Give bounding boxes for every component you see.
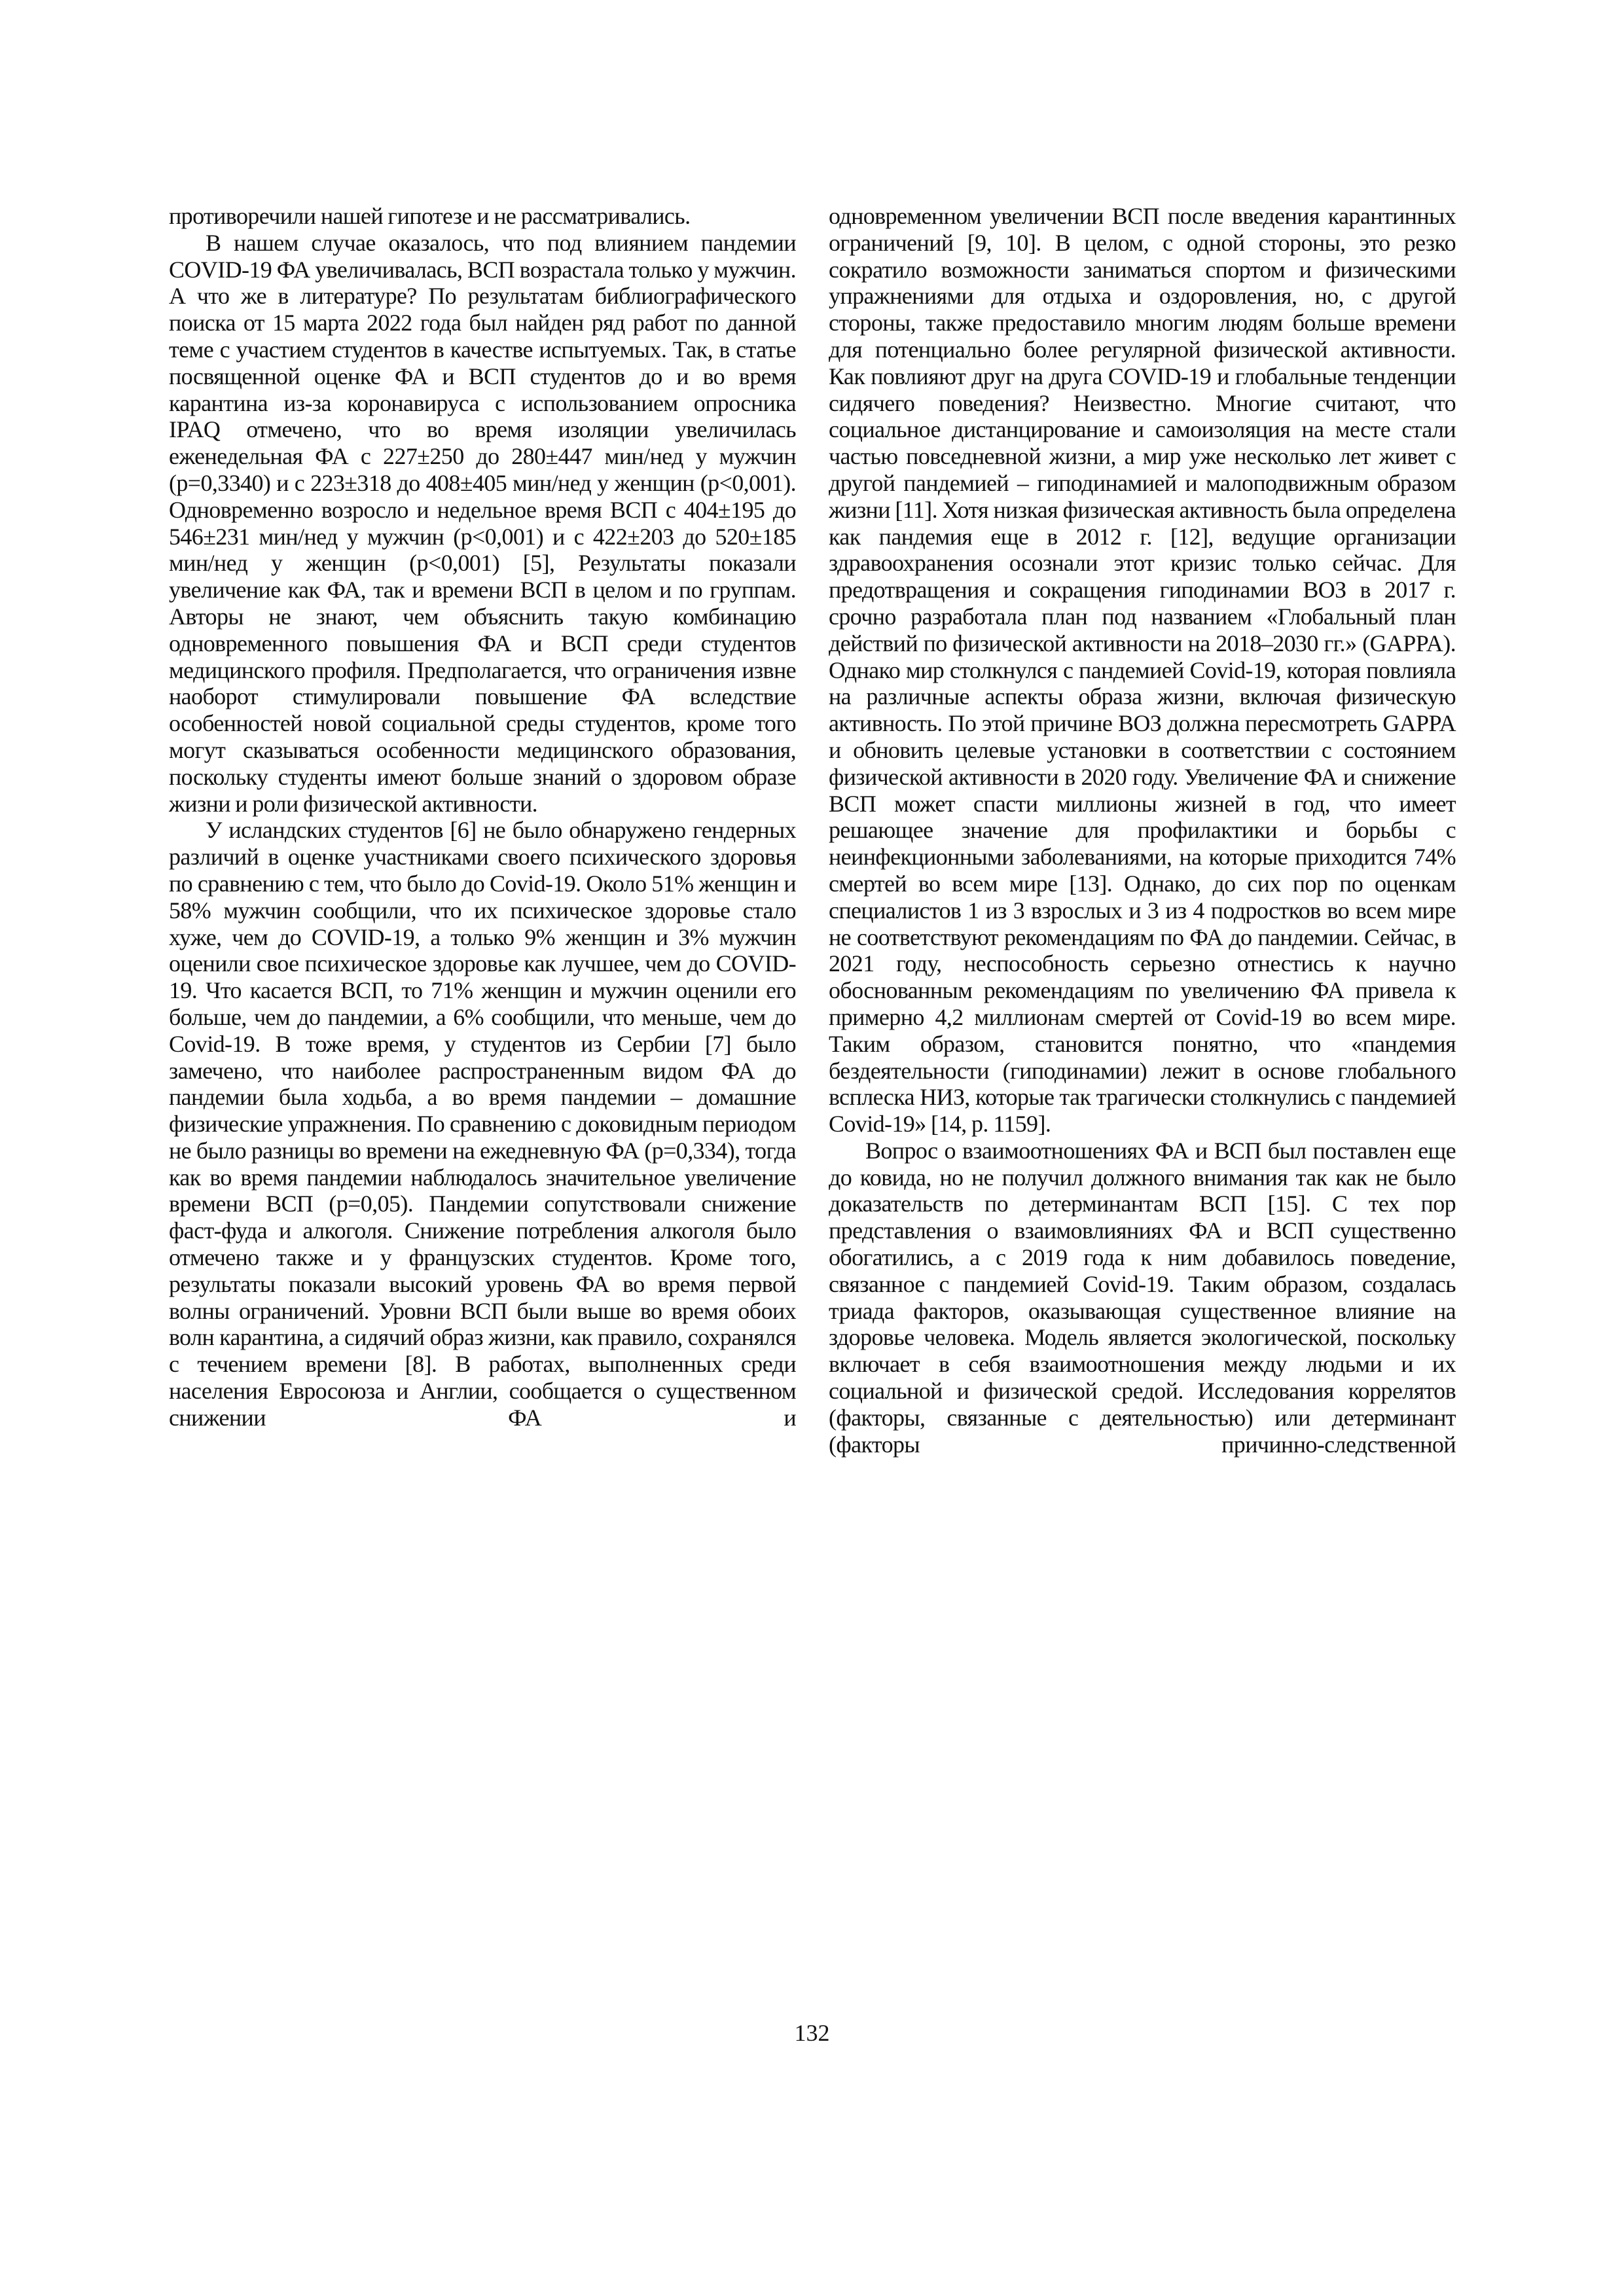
paragraph-covid-students-literature: В нашем случае оказалось, что под влиянием пандемии COVID-19 ФА увеличивалась, ВСП возрастала только у мужчин. А что же в литературе? По результатам библиографического поиска от 15 марта 2022 года был найден ряд работ по данной теме с участием студентов в качестве испытуемых. Так, в статье посвященной оценке ФА и ВСП студентов до и во время карантина из-за коронавируса с использованием опросника IPAQ отмечено, что во время изоляции увеличилась еженедельная ФА с 227±250 до 280±447 мин/нед у мужчин (p=0,3340) и с 223±318 до 408±405 мин/нед у женщин (p<0,001). Одновременно возросло и недельное время ВСП с 404±195 до 546±231 мин/нед у мужчин (p<0,001) и с 422±203 до 520±185 мин/нед у женщин (p<0,001) [5], Результаты показали увеличение как ФА, так и времени ВСП в целом и по группам. Авторы не знают, чем объяснить такую комбинацию одновременного повышения ФА и ВСП среди студентов медицинского профиля. Предполагается, что ограничения извне наоборот стимулировали повышение ФА вследствие особенностей новой социальной среды студентов, кроме того могут сказываться особенности медицинского образования, поскольку студенты имеют больше знаний о здоровом образе жизни и роли физической активности. [169,229,796,817]
paragraph-pa-sedentary-relationship: Вопрос о взаимоотношениях ФА и ВСП был поставлен еще до ковида, но не получил должного внимания так как не было доказательств по детерминантам ВСП [15]. С тех пор представления о взаимовлияниях ФА и ВСП существенно обогатились, а с 2019 года к ним добавилось поведение, связанное с пандемией Covid-19. Таким образом, создалась триада факторов, оказывающая существенное влияние на здоровье человека. Модель является экологической, поскольку включает в себя взаимоотношения между людьми и их социальной и физической средой. Исследования коррелятов (факторы, связанные с деятельностью) или детерминант (факторы причинно-следственной [829,1137,1456,1458]
right-column [829,203,1456,1458]
paragraph-iceland-serbia-studies: У исландских студентов [6] не было обнаружено гендерных различий в оценке участниками своего психического здоровья по сравнению с тем, что было до Covid-19. Около 51% женщин и 58% мужчин сообщили, что их психическое здоровье стало хуже, чем до COVID-19, а только 9% женщин и 3% мужчин оценили свое психическое здоровье как лучшее, чем до COVID-19. Что касается ВСП, то 71% женщин и мужчин оценили его больше, чем до пандемии, а 6% сообщили, что меньше, чем до Covid-19. В тоже время, у студентов из Сербии [7] было замечено, что наиболее распространенным видом ФА до пандемии была ходьба, а во время пандемии – домашние физические упражнения. По сравнению с доковидным периодом не было разницы во времени на ежедневную ФА (p=0,334), тогда как во время пандемии наблюдалось значительное увеличение времени ВСП (p=0,05). Пандемии сопутствовали снижение фаст-фуда и алкоголя. Снижение потребления алкоголя было отмечено также и у французских студентов. Кроме того, результаты показали высокий уровень ФА во время первой волны ограничений. Уровни ВСП были выше во время обоих волн карантина, а сидячий образ жизни, как правило, сохранялся с течением времени [8]. В работах, выполненных среди населения Евросоюза и Англии, сообщается о существенном снижении ФА и [169,817,796,1431]
left-column [169,203,796,1431]
paragraph-continuation: противоречили нашей гипотезе и не рассматривались. [169,203,691,229]
page-number: 132 [794,2020,830,2046]
paragraph-quarantine-gappa: одновременном увеличении ВСП после введения карантинных ограничений [9, 10]. В целом, с одной стороны, это резко сократило возможности заниматься спортом и физическими упражнениями для отдыха и оздоровления, но, с другой стороны, также предоставило многим людям больше времени для потенциально более регулярной физической активности. Как повлияют друг на друга COVID-19 и глобальные тенденции сидячего поведения? Неизвестно. Многие считают, что социальное дистанцирование и самоизоляция на месте стали частью повседневной жизни, а мир уже несколько лет живет с другой пандемией – гиподинамией и малоподвижным образом жизни [11]. Хотя низкая физическая активность была определена как пандемия еще в 2012 г. [12], ведущие организации здравоохранения осознали этот кризис только сейчас. Для предотвращения и сокращения гиподинамии ВОЗ в 2017 г. срочно разработала план под названием «Глобальный план действий по физической активности на 2018–2030 гг.» (GAPPA). Однако мир столкнулся с пандемией Covid-19, которая повлияла на различные аспекты образа жизни, включая физическую активность. По этой причине ВОЗ должна пересмотреть GAPPA и обновить целевые установки в соответствии с состоянием физической активности в 2020 году. Увеличение ФА и снижение ВСП может спасти миллионы жизней в год, что имеет решающее значение для профилактики и борьбы с неинфекционными заболеваниями, на которые приходится 74% смертей во всем мире [13]. Однако, до сих пор по оценкам специалистов 1 из 3 взрослых и 3 из 4 подростков во всем мире не соответствуют рекомендациям по ФА до пандемии. Сейчас, в 2021 году, неспособность серьезно отнестись к научно обоснованным рекомендациям по увеличению ФА привела к примерно 4,2 миллионам смертей от Covid-19 во всем мире. Таким образом, становится понятно, что «пандемия бездеятельности (гиподинамии) лежит в основе глобального всплеска НИЗ, которые так трагически столкнулись с пандемией Covid-19» [14, p. 1159]. [829,203,1456,1138]
